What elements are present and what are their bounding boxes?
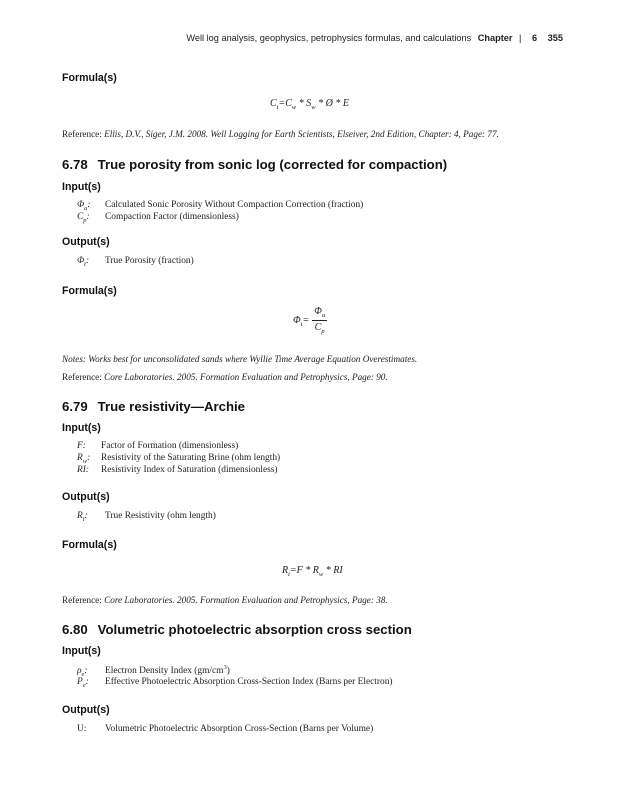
notes-6-78: Notes: Works best for unconsolidated sands where Wyllie Time Average Equation Overestimates. xyxy=(62,354,418,364)
formula-top: $C_t=C_w * S_w$ * Ø * E xyxy=(270,98,349,111)
fraction: $\frac{\Phi_a}{C_p}$ xyxy=(314,306,326,335)
input-row-rho-e: $\rho_e$: Electron Density Index $(gm/cm^3)$ xyxy=(77,664,230,678)
header-separator: | xyxy=(519,33,522,43)
input-row-f: F: Factor of Formation (dimensionless) xyxy=(77,441,239,451)
formula-6-79: $R_t=F * R_w$ * RI xyxy=(282,565,343,578)
input-row-r-w: $R_w$: Resistivity of the Saturating Brine (ohm length) xyxy=(77,453,281,465)
running-header xyxy=(186,33,563,43)
reference-top: Reference: Ellis, D.V., Siger, J.M. 2008. Well Logging for Earth Scientists, Elseiver, 2nd Edition, Chapter: 4, Page: 77. xyxy=(62,129,499,139)
input-row-phi-a: $\Phi_a$: Calculated Sonic Porosity Without Compaction Correction (fraction) xyxy=(77,200,364,212)
reference-6-79: Reference: Core Laboratories. 2005. Formation Evaluation and Petrophysics, Page: 38. xyxy=(62,595,388,605)
formula-heading-6-79: Formula(s) xyxy=(62,539,117,551)
output-heading-6-78: Output(s) xyxy=(62,236,110,248)
formula-heading-6-78: Formula(s) xyxy=(62,285,117,297)
chapter-label: Chapter xyxy=(477,33,513,43)
input-row-ri: RI: Resistivity Index of Saturation (dimensionless) xyxy=(77,465,278,475)
section-6-78-title: 6.78 True porosity from sonic log (corrected for compaction) xyxy=(62,157,448,172)
input-heading-6-80: Input(s) xyxy=(62,645,101,657)
chapter-number: 6 xyxy=(531,33,538,43)
input-heading-6-79: Input(s) xyxy=(62,422,101,434)
page-number: 355 xyxy=(547,33,563,43)
reference-6-78: Reference: Core Laboratories. 2005. Formation Evaluation and Petrophysics, Page: 90. xyxy=(62,372,388,382)
output-row-r-t: $R_t$: True Resistivity (ohm length) xyxy=(77,511,216,523)
input-row-p-e: $P_e$: Effective Photoelectric Absorption Cross-Section Index (Barns per Electron) xyxy=(77,677,393,689)
section-6-79-title: 6.79 True resistivity—Archie xyxy=(62,399,245,414)
output-heading-6-80: Output(s) xyxy=(62,704,110,716)
output-row-phi-t: $\Phi_t$: True Porosity (fraction) xyxy=(77,256,194,268)
formula-heading-top: Formula(s) xyxy=(62,72,117,84)
formula-6-78: $\Phi_t=$ $\frac{\Phi_a}{C_p}$ xyxy=(293,306,326,335)
output-row-u: U: Volumetric Photoelectric Absorption Cross-Section (Barns per Volume) xyxy=(77,724,374,734)
input-row-c-p: $C_p$: Compaction Factor (dimensionless) xyxy=(77,212,239,224)
output-heading-6-79: Output(s) xyxy=(62,491,110,503)
input-heading-6-78: Input(s) xyxy=(62,181,101,193)
section-6-80-title: 6.80 Volumetric photoelectric absorption cross section xyxy=(62,622,412,637)
running-title: Well log analysis, geophysics, petrophysics formulas, and calculations xyxy=(186,33,472,43)
